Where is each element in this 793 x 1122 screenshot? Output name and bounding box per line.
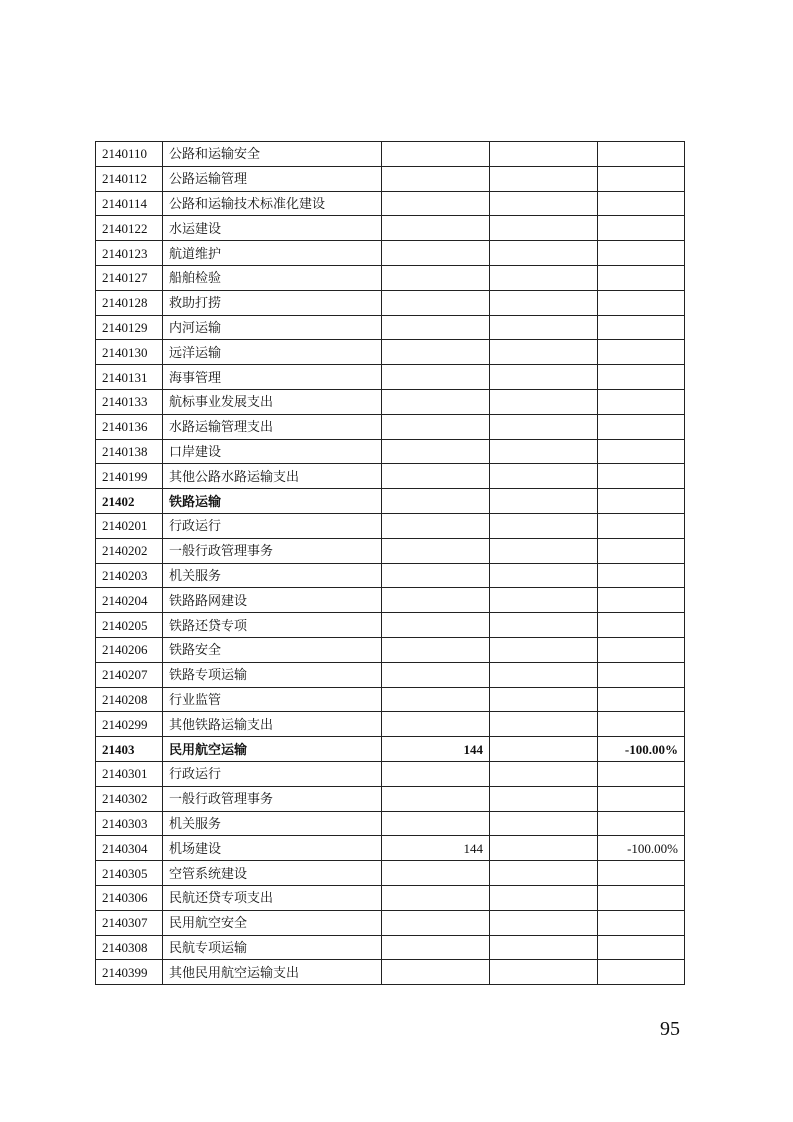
value-cell-3	[598, 960, 685, 985]
value-cell-3	[598, 489, 685, 514]
value-cell-2	[490, 365, 598, 390]
code-cell: 2140129	[96, 315, 163, 340]
value-cell-3	[598, 513, 685, 538]
code-cell: 2140136	[96, 414, 163, 439]
table-row	[96, 613, 685, 638]
value-cell-2	[490, 563, 598, 588]
table-row	[96, 142, 685, 167]
value-cell-2	[490, 166, 598, 191]
value-cell-2	[490, 761, 598, 786]
value-cell-1	[382, 563, 490, 588]
value-cell-3	[598, 414, 685, 439]
value-cell-3	[598, 538, 685, 563]
table-row	[96, 216, 685, 241]
table-row	[96, 166, 685, 191]
table-row	[96, 389, 685, 414]
value-cell-2	[490, 389, 598, 414]
table-row	[96, 489, 685, 514]
value-cell-2	[490, 613, 598, 638]
table-row	[96, 662, 685, 687]
value-cell-2	[490, 489, 598, 514]
table-row	[96, 538, 685, 563]
name-cell: 铁路安全	[163, 637, 382, 662]
value-cell-2	[490, 960, 598, 985]
name-cell: 铁路还贷专项	[163, 613, 382, 638]
table-row	[96, 786, 685, 811]
value-cell-3	[598, 662, 685, 687]
name-cell: 民航还贷专项支出	[163, 885, 382, 910]
name-cell: 机场建设	[163, 836, 382, 861]
table-row	[96, 464, 685, 489]
value-cell-1	[382, 464, 490, 489]
value-cell-1	[382, 910, 490, 935]
name-cell: 行业监管	[163, 687, 382, 712]
value-cell-1	[382, 960, 490, 985]
value-cell-1	[382, 687, 490, 712]
value-cell-1	[382, 489, 490, 514]
value-cell-3	[598, 637, 685, 662]
value-cell-3	[598, 191, 685, 216]
value-cell-3	[598, 166, 685, 191]
value-cell-1: 144	[382, 737, 490, 762]
value-cell-2	[490, 786, 598, 811]
code-cell: 2140205	[96, 613, 163, 638]
table-row	[96, 737, 685, 762]
code-cell: 2140299	[96, 712, 163, 737]
value-cell-2	[490, 315, 598, 340]
value-cell-1	[382, 861, 490, 886]
value-cell-1	[382, 439, 490, 464]
code-cell: 2140203	[96, 563, 163, 588]
code-cell: 2140123	[96, 241, 163, 266]
value-cell-1	[382, 712, 490, 737]
table-row	[96, 687, 685, 712]
value-cell-1	[382, 935, 490, 960]
value-cell-1	[382, 191, 490, 216]
code-cell: 2140131	[96, 365, 163, 390]
page-number: 95	[660, 1018, 680, 1040]
value-cell-2	[490, 637, 598, 662]
table-row	[96, 563, 685, 588]
value-cell-2	[490, 910, 598, 935]
value-cell-2	[490, 414, 598, 439]
value-cell-2	[490, 687, 598, 712]
name-cell: 水路运输管理支出	[163, 414, 382, 439]
name-cell: 机关服务	[163, 811, 382, 836]
name-cell: 一般行政管理事务	[163, 538, 382, 563]
value-cell-3	[598, 613, 685, 638]
value-cell-3	[598, 142, 685, 167]
value-cell-3	[598, 687, 685, 712]
value-cell-2	[490, 191, 598, 216]
name-cell: 一般行政管理事务	[163, 786, 382, 811]
code-cell: 2140127	[96, 265, 163, 290]
value-cell-3	[598, 315, 685, 340]
value-cell-3	[598, 464, 685, 489]
table-row	[96, 290, 685, 315]
value-cell-3	[598, 910, 685, 935]
code-cell: 2140130	[96, 340, 163, 365]
table-row	[96, 439, 685, 464]
value-cell-1	[382, 513, 490, 538]
table-row	[96, 513, 685, 538]
name-cell: 行政运行	[163, 761, 382, 786]
value-cell-1	[382, 142, 490, 167]
value-cell-1	[382, 662, 490, 687]
name-cell: 其他公路水路运输支出	[163, 464, 382, 489]
name-cell: 公路和运输安全	[163, 142, 382, 167]
value-cell-3	[598, 290, 685, 315]
value-cell-1	[382, 588, 490, 613]
value-cell-1	[382, 885, 490, 910]
value-cell-3: -100.00%	[598, 836, 685, 861]
name-cell: 水运建设	[163, 216, 382, 241]
value-cell-1	[382, 389, 490, 414]
name-cell: 行政运行	[163, 513, 382, 538]
value-cell-1	[382, 340, 490, 365]
table-row	[96, 811, 685, 836]
name-cell: 救助打捞	[163, 290, 382, 315]
value-cell-3	[598, 365, 685, 390]
code-cell: 2140112	[96, 166, 163, 191]
value-cell-3	[598, 241, 685, 266]
name-cell: 铁路专项运输	[163, 662, 382, 687]
value-cell-1	[382, 290, 490, 315]
name-cell: 民用航空安全	[163, 910, 382, 935]
value-cell-2	[490, 241, 598, 266]
table-row	[96, 241, 685, 266]
value-cell-2	[490, 439, 598, 464]
value-cell-3	[598, 761, 685, 786]
code-cell: 2140128	[96, 290, 163, 315]
name-cell: 海事管理	[163, 365, 382, 390]
value-cell-3	[598, 935, 685, 960]
name-cell: 内河运输	[163, 315, 382, 340]
value-cell-2	[490, 513, 598, 538]
table-row	[96, 365, 685, 390]
value-cell-2	[490, 836, 598, 861]
value-cell-1	[382, 761, 490, 786]
name-cell: 其他民用航空运输支出	[163, 960, 382, 985]
value-cell-3	[598, 712, 685, 737]
name-cell: 机关服务	[163, 563, 382, 588]
name-cell: 铁路路网建设	[163, 588, 382, 613]
value-cell-3	[598, 265, 685, 290]
table-row	[96, 414, 685, 439]
code-cell: 2140306	[96, 885, 163, 910]
code-cell: 2140307	[96, 910, 163, 935]
code-cell: 2140301	[96, 761, 163, 786]
table-row	[96, 637, 685, 662]
name-cell: 空管系统建设	[163, 861, 382, 886]
value-cell-2	[490, 737, 598, 762]
code-cell: 2140110	[96, 142, 163, 167]
value-cell-1	[382, 315, 490, 340]
value-cell-2	[490, 290, 598, 315]
value-cell-3	[598, 588, 685, 613]
value-cell-1	[382, 216, 490, 241]
value-cell-2	[490, 538, 598, 563]
table-row	[96, 315, 685, 340]
table-row	[96, 861, 685, 886]
value-cell-3	[598, 389, 685, 414]
budget-table	[95, 141, 685, 985]
value-cell-1	[382, 637, 490, 662]
name-cell: 航标事业发展支出	[163, 389, 382, 414]
code-cell: 2140138	[96, 439, 163, 464]
value-cell-2	[490, 340, 598, 365]
value-cell-3	[598, 563, 685, 588]
value-cell-3	[598, 861, 685, 886]
name-cell: 口岸建设	[163, 439, 382, 464]
code-cell: 2140302	[96, 786, 163, 811]
name-cell: 民用航空运输	[163, 737, 382, 762]
value-cell-1: 144	[382, 836, 490, 861]
table-row	[96, 588, 685, 613]
code-cell: 2140303	[96, 811, 163, 836]
value-cell-2	[490, 142, 598, 167]
table-row	[96, 265, 685, 290]
table-row	[96, 761, 685, 786]
name-cell: 船舶检验	[163, 265, 382, 290]
value-cell-3	[598, 811, 685, 836]
code-cell: 2140206	[96, 637, 163, 662]
table-row	[96, 935, 685, 960]
code-cell: 2140199	[96, 464, 163, 489]
code-cell: 2140308	[96, 935, 163, 960]
table-row	[96, 960, 685, 985]
code-cell: 2140305	[96, 861, 163, 886]
name-cell: 其他铁路运输支出	[163, 712, 382, 737]
code-cell: 2140202	[96, 538, 163, 563]
table-row	[96, 836, 685, 861]
value-cell-1	[382, 365, 490, 390]
code-cell: 21403	[96, 737, 163, 762]
name-cell: 远洋运输	[163, 340, 382, 365]
value-cell-1	[382, 538, 490, 563]
table-row	[96, 910, 685, 935]
name-cell: 铁路运输	[163, 489, 382, 514]
value-cell-1	[382, 166, 490, 191]
value-cell-2	[490, 885, 598, 910]
code-cell: 2140204	[96, 588, 163, 613]
value-cell-2	[490, 712, 598, 737]
value-cell-2	[490, 935, 598, 960]
value-cell-2	[490, 811, 598, 836]
name-cell: 公路和运输技术标准化建设	[163, 191, 382, 216]
code-cell: 2140201	[96, 513, 163, 538]
value-cell-2	[490, 588, 598, 613]
table-row	[96, 885, 685, 910]
code-cell: 2140114	[96, 191, 163, 216]
code-cell: 2140208	[96, 687, 163, 712]
value-cell-2	[490, 861, 598, 886]
value-cell-1	[382, 265, 490, 290]
value-cell-3	[598, 340, 685, 365]
value-cell-1	[382, 414, 490, 439]
value-cell-2	[490, 265, 598, 290]
code-cell: 2140399	[96, 960, 163, 985]
value-cell-1	[382, 786, 490, 811]
code-cell: 21402	[96, 489, 163, 514]
table-row	[96, 712, 685, 737]
value-cell-3	[598, 439, 685, 464]
name-cell: 公路运输管理	[163, 166, 382, 191]
value-cell-3: -100.00%	[598, 737, 685, 762]
value-cell-2	[490, 216, 598, 241]
name-cell: 民航专项运输	[163, 935, 382, 960]
code-cell: 2140304	[96, 836, 163, 861]
value-cell-2	[490, 662, 598, 687]
value-cell-2	[490, 464, 598, 489]
value-cell-3	[598, 216, 685, 241]
table-row	[96, 191, 685, 216]
table-row	[96, 340, 685, 365]
value-cell-1	[382, 241, 490, 266]
code-cell: 2140122	[96, 216, 163, 241]
code-cell: 2140133	[96, 389, 163, 414]
name-cell: 航道维护	[163, 241, 382, 266]
value-cell-3	[598, 885, 685, 910]
value-cell-3	[598, 786, 685, 811]
code-cell: 2140207	[96, 662, 163, 687]
value-cell-1	[382, 811, 490, 836]
value-cell-1	[382, 613, 490, 638]
